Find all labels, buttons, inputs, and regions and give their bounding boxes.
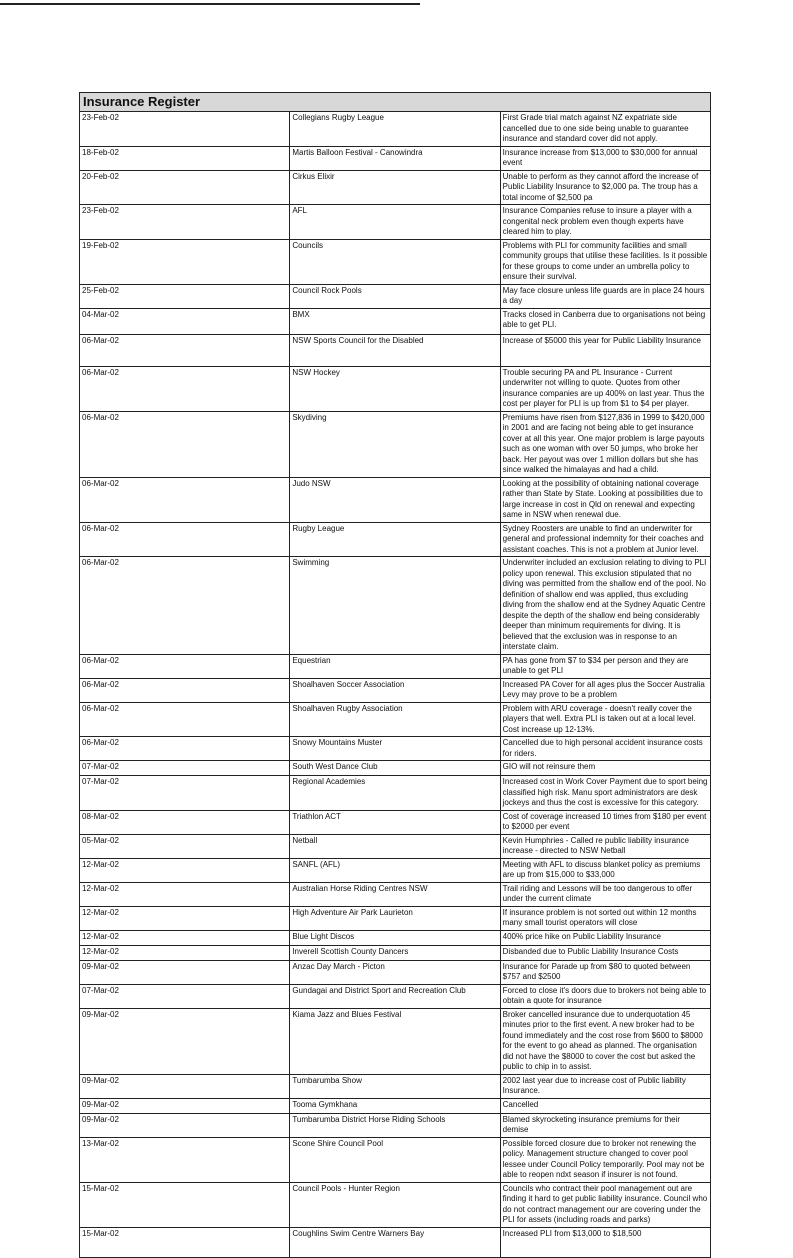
row-organisation: AFL [290,205,500,240]
row-note: Disbanded due to Public Liability Insurance Costs [500,945,710,960]
row-note: Looking at the possibility of obtaining national coverage rather than State by State. Looking at possibilities due to large increase in cost in Qld on renewal and expecting same in NSW when renewal due. [500,477,710,522]
row-organisation: Coughlins Swim Centre Warners Bay [290,1227,500,1257]
row-date: 15-Mar-02 [80,1227,290,1257]
row-note: 400% price hike on Public Liability Insurance [500,930,710,945]
row-date: 06-Mar-02 [80,654,290,678]
table-row [80,1074,711,1098]
row-organisation: Council Pools - Hunter Region [290,1182,500,1227]
table-row [80,308,711,334]
row-note: Problems with PLI for community facilities and small community groups that utilise these facilities. Is it possible for these groups to come under an umbrella policy to ensure their survival. [500,239,710,284]
row-date: 05-Mar-02 [80,834,290,858]
table-row [80,1137,711,1182]
row-date: 09-Mar-02 [80,1113,290,1137]
row-note: Meeting with AFL to discuss blanket policy as premiums are up from $15,000 to $33,000 [500,858,710,882]
row-date: 19-Feb-02 [80,239,290,284]
table-row [80,411,711,477]
table-row [80,522,711,557]
table-row [80,146,711,170]
row-date: 07-Mar-02 [80,776,290,811]
row-note: Problem with ARU coverage - doesn't really cover the players that well. Extra PLI is taken out at a local level. Cost increase up 12-13%. [500,702,710,737]
row-note: Tracks closed in Canberra due to organisations not being able to get PLI. [500,308,710,334]
table-row [80,1098,711,1113]
row-note: Kevin Humphries - Called re public liability insurance increase - directed to NSW Netball [500,834,710,858]
row-date: 07-Mar-02 [80,761,290,776]
table-row [80,334,711,366]
row-date: 09-Mar-02 [80,1008,290,1074]
row-note: Increased cost in Work Cover Payment due to sport being classified high risk. Manu sport administrators are desk jockeys and thus the cost is excessive for this category. [500,776,710,811]
row-organisation: SANFL (AFL) [290,858,500,882]
row-date: 06-Mar-02 [80,702,290,737]
row-note: Possible forced closure due to broker not renewing the policy. Management structure changed to cover pool lessee under Council Policy temporarily. Pool may not be able to reopen ndxt season if insurer is not found. [500,1137,710,1182]
row-date: 12-Mar-02 [80,945,290,960]
row-date: 12-Mar-02 [80,930,290,945]
row-date: 20-Feb-02 [80,170,290,205]
row-date: 06-Mar-02 [80,334,290,366]
row-note: Insurance for Parade up from $80 to quoted between $757 and $2500 [500,960,710,984]
table-row [80,882,711,906]
table-row [80,702,711,737]
table-row [80,1182,711,1227]
row-organisation: Snowy Mountains Muster [290,737,500,761]
title-row [80,93,711,112]
table-row [80,945,711,960]
register-body [80,93,711,1258]
row-organisation: Scone Shire Council Pool [290,1137,500,1182]
row-date: 06-Mar-02 [80,522,290,557]
row-organisation: Blue Light Discos [290,930,500,945]
table-row [80,205,711,240]
row-note: Trouble securing PA and PL Insurance - Current underwriter not willing to quote. Quotes from other insurance companies are up 400% on last year. Thus the cost per player for PLI is up from $1 to $4 per player. [500,366,710,411]
row-organisation: South West Dance Club [290,761,500,776]
register-table [79,92,711,1258]
row-organisation: BMX [290,308,500,334]
table-row [80,776,711,811]
row-date: 23-Feb-02 [80,205,290,240]
table-row [80,737,711,761]
row-note: Forced to close it's doors due to brokers not being able to obtain a quote for insurance [500,984,710,1008]
table-row [80,930,711,945]
row-note: Unable to perform as they cannot afford the increase of Public Liability Insurance to $2,000 pa. The troup has a total income of $2,500 pa [500,170,710,205]
row-note: Broker cancelled insurance due to underquotation 45 minutes prior to the first event. A new broker had to be found immediately and the cost rose from $600 to $8000 for the event to go ahead as planned. The organisation did not have the $8000 to cover the cost but asked the public to chip in to assist. [500,1008,710,1074]
table-row [80,1008,711,1074]
row-date: 12-Mar-02 [80,858,290,882]
row-organisation: Tooma Gymkhana [290,1098,500,1113]
row-organisation: Kiama Jazz and Blues Festival [290,1008,500,1074]
row-date: 06-Mar-02 [80,477,290,522]
row-note: PA has gone from $7 to $34 per person and they are unable to get PLI [500,654,710,678]
row-organisation: Judo NSW [290,477,500,522]
row-note: Sydney Roosters are unable to find an underwriter for general and professional indemnity for their coaches and assistant coaches. This is not a problem at Junior level. [500,522,710,557]
row-organisation: NSW Hockey [290,366,500,411]
row-date: 09-Mar-02 [80,960,290,984]
row-note: Councils who contract their pool management out are finding it hard to get public liability insurance. Council who do not contract management our are covering under the PLI for assets (including roads and parks) [500,1182,710,1227]
row-organisation: High Adventure Air Park Laurieton [290,906,500,930]
row-note: 2002 last year due to increase cost of Public liability Insurance. [500,1074,710,1098]
row-date: 06-Mar-02 [80,366,290,411]
row-date: 07-Mar-02 [80,984,290,1008]
row-note: Increase of $5000 this year for Public Liability Insurance [500,334,710,366]
row-note: Increased PLI from $13,000 to $18,500 [500,1227,710,1257]
table-row [80,858,711,882]
row-note: If insurance problem is not sorted out within 12 months many small tourist operators will close [500,906,710,930]
row-date: 06-Mar-02 [80,557,290,655]
row-note: Insurance increase from $13,000 to $30,000 for annual event [500,146,710,170]
row-note: Cancelled due to high personal accident insurance costs for riders. [500,737,710,761]
table-row [80,170,711,205]
row-date: 12-Mar-02 [80,882,290,906]
table-row [80,960,711,984]
row-organisation: NSW Sports Council for the Disabled [290,334,500,366]
row-organisation: Anzac Day March - Picton [290,960,500,984]
row-organisation: Gundagai and District Sport and Recreation Club [290,984,500,1008]
row-organisation: Regional Academies [290,776,500,811]
row-organisation: Skydiving [290,411,500,477]
table-row [80,834,711,858]
row-organisation: Council Rock Pools [290,284,500,308]
table-row [80,654,711,678]
row-note: Blamed skyrocketing insurance premiums for their demise [500,1113,710,1137]
row-note: Cost of coverage increased 10 times from $180 per event to $2000 per event [500,810,710,834]
row-organisation: Triathlon ACT [290,810,500,834]
table-row [80,557,711,655]
table-row [80,1113,711,1137]
row-date: 06-Mar-02 [80,737,290,761]
row-organisation: Swimming [290,557,500,655]
table-row [80,678,711,702]
table-row [80,984,711,1008]
table-row [80,284,711,308]
row-date: 15-Mar-02 [80,1182,290,1227]
row-organisation: Shoalhaven Rugby Association [290,702,500,737]
table-row [80,477,711,522]
row-date: 23-Feb-02 [80,112,290,147]
row-organisation: Tumbarumba District Horse Riding Schools [290,1113,500,1137]
row-date: 12-Mar-02 [80,906,290,930]
table-row [80,366,711,411]
row-note: GIO will not reinsure them [500,761,710,776]
row-organisation: Equestrian [290,654,500,678]
row-note: First Grade trial match against NZ expatriate side cancelled due to one side being unable to guarantee insurance and standard cover did not apply. [500,112,710,147]
row-organisation: Martis Balloon Festival - Canowindra [290,146,500,170]
row-date: 06-Mar-02 [80,411,290,477]
row-organisation: Inverell Scottish County Dancers [290,945,500,960]
insurance-register [79,92,711,1258]
row-organisation: Australian Horse Riding Centres NSW [290,882,500,906]
table-row [80,239,711,284]
row-note: Increased PA Cover for all ages plus the Soccer Australia Levy may prove to be a problem [500,678,710,702]
row-date: 06-Mar-02 [80,678,290,702]
table-row [80,112,711,147]
row-organisation: Councils [290,239,500,284]
row-note: Trail riding and Lessons will be too dangerous to offer under the current climate [500,882,710,906]
row-organisation: Tumbarumba Show [290,1074,500,1098]
row-organisation: Cirkus Elixir [290,170,500,205]
row-date: 04-Mar-02 [80,308,290,334]
table-row [80,761,711,776]
table-row [80,1227,711,1257]
row-organisation: Collegians Rugby League [290,112,500,147]
table-row [80,810,711,834]
row-organisation: Rugby League [290,522,500,557]
row-organisation: Shoalhaven Soccer Association [290,678,500,702]
table-row [80,906,711,930]
row-date: 25-Feb-02 [80,284,290,308]
row-note: Cancelled [500,1098,710,1113]
row-date: 18-Feb-02 [80,146,290,170]
row-date: 13-Mar-02 [80,1137,290,1182]
register-title: Insurance Register [80,93,711,112]
row-date: 09-Mar-02 [80,1098,290,1113]
row-date: 09-Mar-02 [80,1074,290,1098]
row-note: Underwriter included an exclusion relating to diving to PLI policy upon renewal. This exclusion stipulated that no diving was permitted from the shallow end of the pool. No definition of shallow end was applied, thus excluding diving from the shallow end at the Sydney Aquatic Centre despite the depth of the shallow end being considerably deeper than minimum requirements for diving. It is believed that the exclusion was in response to an interstate claim. [500,557,710,655]
row-note: May face closure unless life guards are in place 24 hours a day [500,284,710,308]
row-organisation: Netball [290,834,500,858]
top-rule [0,3,420,5]
row-note: Premiums have risen from $127,836 in 1999 to $420,000 in 2001 and are facing not being able to get insurance cover at all this year. One major problem is large payouts such as one woman with over 50 jumps, who broke her back. Her payout was over 1 million dollars but she has since walked the himalayas and had a child. [500,411,710,477]
row-date: 08-Mar-02 [80,810,290,834]
row-note: Insurance Companies refuse to insure a player with a congenital neck problem even though experts have cleared him to play. [500,205,710,240]
